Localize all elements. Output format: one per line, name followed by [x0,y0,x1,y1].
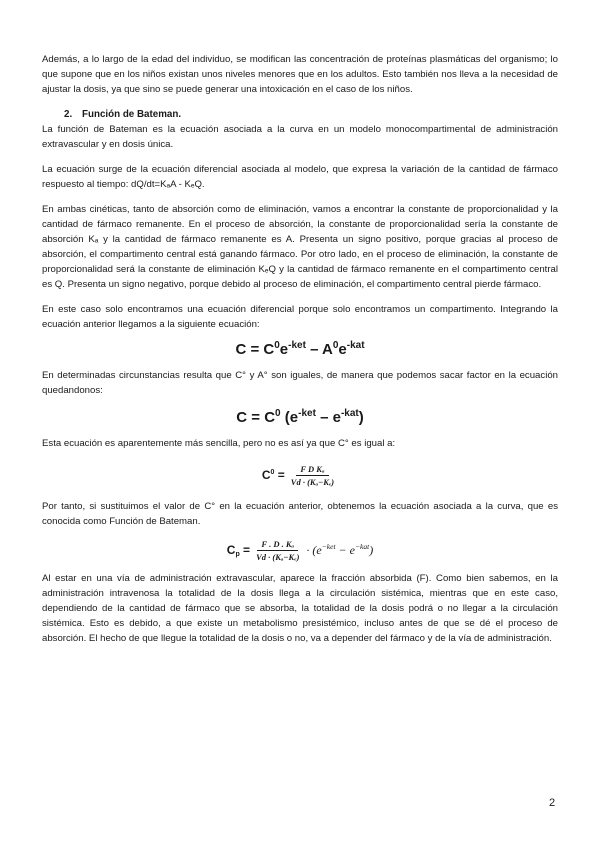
paragraph-intro: Además, a lo largo de la edad del individuo, se modifican las concentración de proteínas plasmáticas del organismo; lo que supone que en los niños existan unos niveles menores que en los adultos. Esto también nos lleva a la necesidad de ajustar la dosis, ya que sino se puede generar una intoxicación en el caso de los niños. [42,54,558,95]
equation-integrated: $C = C^0e^{-ket} - A^0e^{-kat}$ [235,340,365,358]
page-number: 2 [549,797,556,809]
paragraph-simpler: Esta ecuación es aparentemente más sencilla, pero no es así ya que C° es igual a: [42,438,396,449]
paragraph-differential: La ecuación surge de la ecuación diferencial asociada al modelo, que expresa la variación de la cantidad de fármaco respuesto al tiempo: dQ/dt=KₐA - KₑQ. [42,164,558,190]
paragraph-equal-factors: En determinadas circunstancias resulta que C° y A° son iguales, de manera que podemos sacar factor en la ecuación quedandonos: [42,370,558,396]
paragraph-single-compartment: En este caso solo encontramos una ecuación diferencial porque solo encontramos un compartimento. Integrando la ecuación anterior llegamos a la siguiente ecuación: [42,304,558,330]
equation-factored: $C = C^0$ $(e^{-ket} - e^{-kat})$ [236,408,364,426]
section-title: Función de Bateman. [82,109,182,120]
section-heading [42,107,558,122]
fraction-c0: $\frac{\text{F D Kₐ}}{\text{Vd · (Kₐ−Kₑ)}}$ [290,463,335,487]
equation-bateman: $C_p$ = $\frac{\text{F . D . Kₐ}}{\text{Vd · (Kₐ−Kₑ)}}$ · $(e^{-ket} - e^{-kat})$ [226,538,374,562]
paragraph-substitution: Por tanto, si sustituimos el valor de C° en la ecuación anterior, obtenemos la ecuación asociada a la curva, que es conocida como Función de Bateman. [42,501,558,527]
paragraph-kinetics: En ambas cinéticas, tanto de absorción como de eliminación, vamos a encontrar la constante de proporcionalidad y la cantidad de fármaco remanente. En el proceso de absorción, la constante de proporcionalidad sería la constante de absorción Kₐ y la cantidad de fármaco remanente es A. Presenta un signo positivo, porque gracias al proceso de absorción, el compartimento central está ganando fármaco. Por otro lado, en el proceso de eliminación, la constante de proporcionalidad será la constante de eliminación KₑQ y la cantidad de fármaco remanente en el compartimento central es Q. Presenta un signo negativo, porque debido al proceso de eliminación, el compartimento central pierde fármaco. [42,204,558,290]
section-number: 2. [64,109,73,120]
document-page [42,52,558,646]
paragraph-definition: La función de Bateman es la ecuación asociada a la curva en un modelo monocompartimental de administración extravascular y en dosis única. [42,124,558,150]
fraction-bateman: $\frac{\text{F . D . Kₐ}}{\text{Vd · (Kₐ−Kₑ)}}$ [256,538,300,562]
paragraph-absorbed-fraction: Al estar en una vía de administración extravascular, aparece la fracción absorbida (F). Como bien sabemos, en la administración intravenosa la totalidad de la dosis llega a la circulación sistémica, mientras que en este caso, dependiendo de la cantidad de fármaco que se absorba, la totalidad de la dosis podrá o no llegar a la circulación sistémica. Esto es debido, a que existe un metabolismo presistémico, incluso antes de que se dé el proceso de absorción. El hecho de que llegue la totalidad de la dosis o no, va a depender del fármaco y de la vía de administración. [42,573,558,644]
equation-c0: $C^0$ = $\frac{\text{F D Kₐ}}{\text{Vd · (Kₐ−Kₑ)}}$ [42,457,558,493]
